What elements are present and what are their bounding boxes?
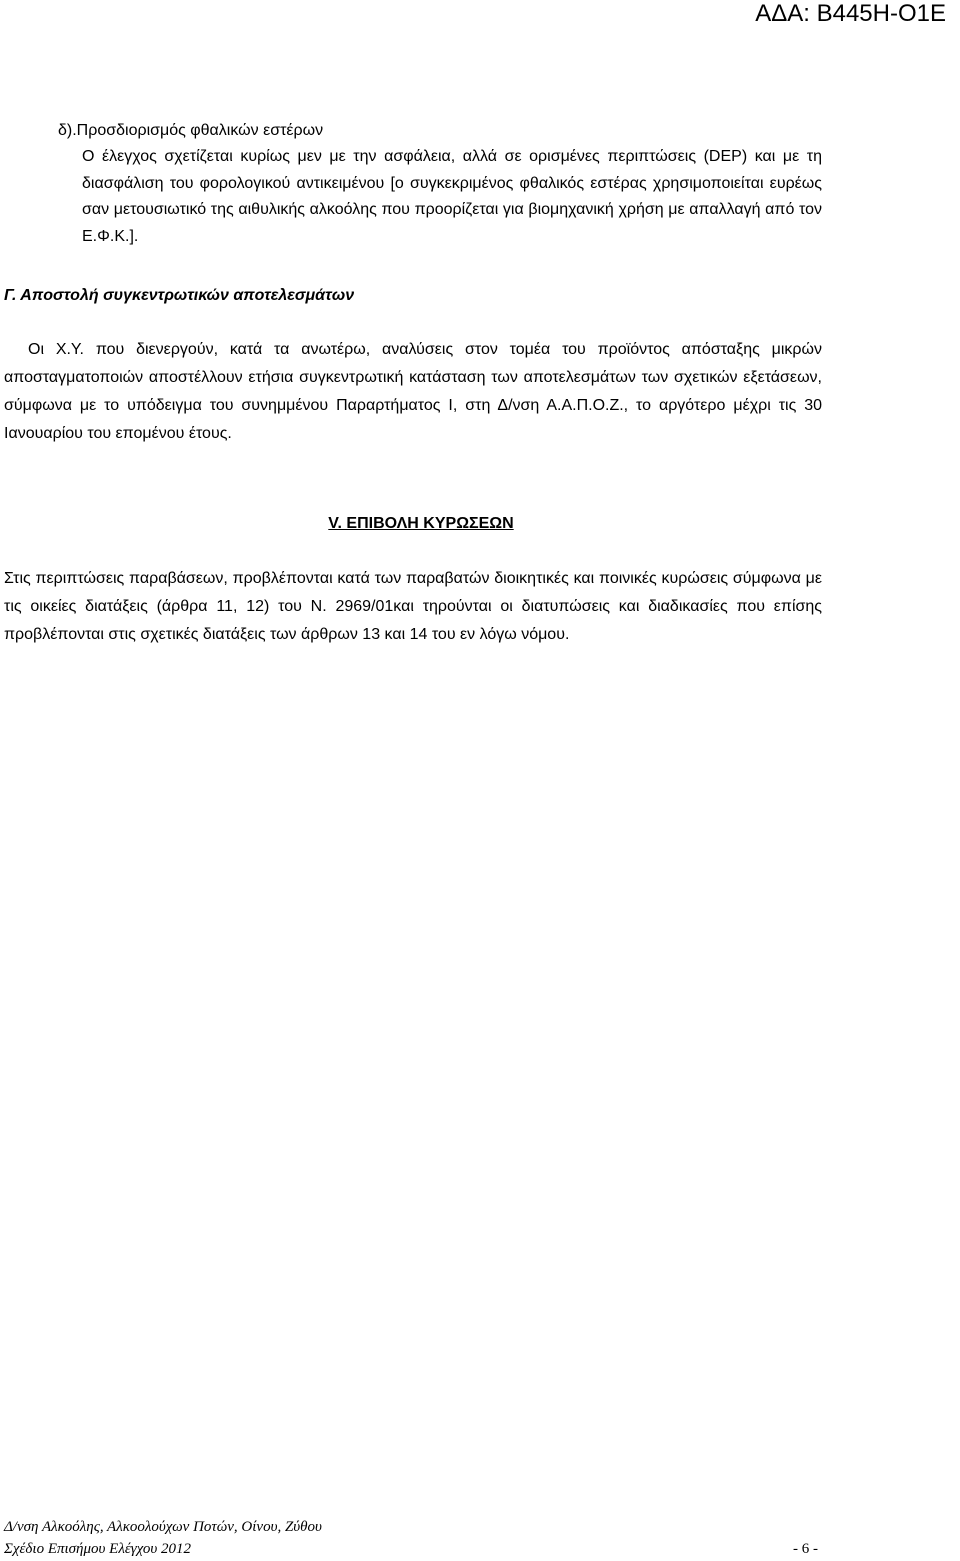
section-results-paragraph: Οι Χ.Υ. που διενεργούν, κατά τα ανωτέρω, αναλύσεις στον τομέα του προϊόντος απόσταξης μικρών αποσταγματοποιών αποστέλλουν ετήσια συγκεντρωτική κατάσταση των αποτελεσμάτων των σχετικών εξετάσεων, σύμφωνα με το υπόδειγμα του συνημμένου Παραρτήματος Ι, στη Δ/νση Α.Α.Π.Ο.Ζ., το αργότερο μέχρι τις 30 Ιανουαρίου του επομένου έτους. [4, 341, 822, 442]
section-sanctions-paragraph: Στις περιπτώσεις παραβάσεων, προβλέπονται κατά των παραβατών διοικητικές και ποινικές κυρώσεις σύμφωνα με τις οικείες διατάξεις (άρθρα 11, 12) του Ν. 2969/01και τηρούνται οι διατυπώσεις και διαδικασίες που επίσης προβλέπονται στις σχετικές διατάξεις των άρθρων 13 και 14 του εν λόγω νόμου. [4, 570, 822, 643]
section-phthalates-body: Ο έλεγχος σχετίζεται κυρίως μεν με την ασφάλεια, αλλά σε ορισμένες περιπτώσεις (DEP) και με τη διασφάλιση του φορολογικού αντικειμένου [ο συγκεκριμένος φθαλικός εστέρας χρησιμοποιείται ευρέως σαν μετουσιωτικό της αιθυλικής αλκοόλης που προορίζεται για βιομηχανική χρήση με απαλλαγή από τον Ε.Φ.Κ.]. [82, 148, 822, 245]
section-phthalates [58, 118, 822, 250]
section-sanctions-title: V. ΕΠΙΒΟΛΗ ΚΥΡΩΣΕΩΝ [328, 515, 514, 532]
ada-code: ΑΔΑ: Β445Η-Ο1Ε [755, 0, 946, 27]
section-results-title: Γ. Αποστολή συγκεντρωτικών αποτελεσμάτων [4, 287, 355, 304]
footer-line2 [4, 1538, 822, 1560]
page-number: - 6 - [793, 1541, 818, 1557]
page-footer [4, 1516, 822, 1560]
section-phthalates-heading: δ).Προσδιορισμός φθαλικών εστέρων [58, 122, 324, 139]
footer-department: Δ/νση Αλκοόλης, Αλκοολούχων Ποτών, Οίνου, Ζύθου [4, 1519, 322, 1535]
footer-plan-title: Σχέδιο Επισήμου Ελέγχου 2012 [4, 1541, 192, 1557]
